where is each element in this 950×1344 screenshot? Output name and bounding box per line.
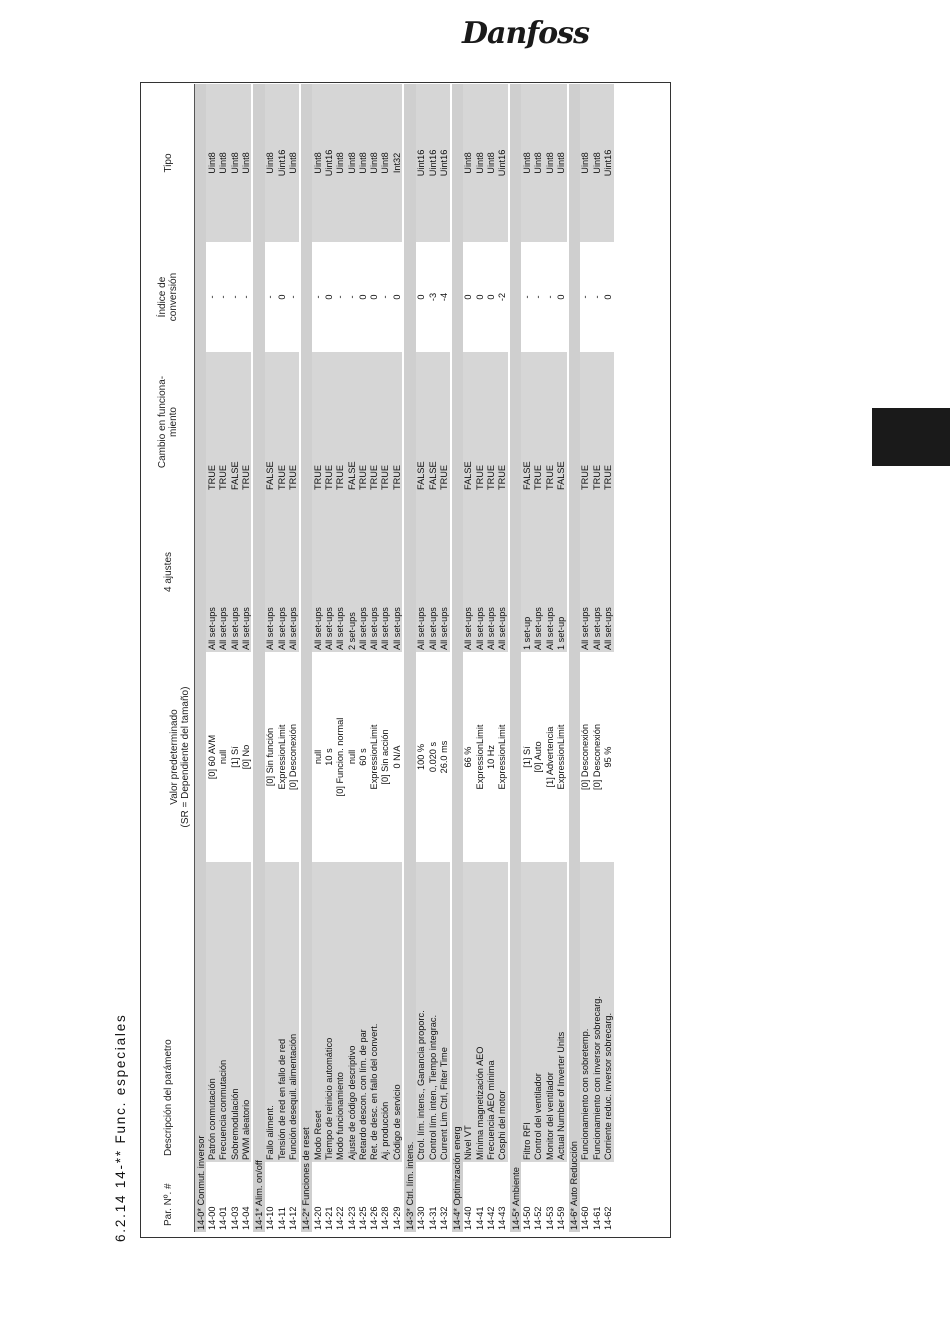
header-conversion-index: Índice de conversión [157, 272, 179, 322]
param-number: 14-42 [486, 1206, 497, 1230]
setups: 2 set-ups [346, 492, 357, 652]
group-title: 14-6* Auto Reducción [569, 84, 580, 1232]
param-description: Filtro RFI [521, 862, 532, 1162]
conversion-index: - [229, 295, 240, 299]
group-title: 14-4* Optimización energ [452, 84, 463, 1232]
setups: All set-ups [323, 492, 334, 652]
conversion-index: 0 [276, 294, 287, 300]
setups: 1 set-up [521, 492, 532, 652]
default-value: [0] Auto [533, 741, 544, 773]
default-value: [0] No [240, 744, 251, 770]
table-row [391, 84, 402, 1232]
change-in-operation: FALSE [265, 352, 276, 492]
param-number: 14-29 [391, 1206, 402, 1230]
param-description: Control lím. inten., Tiempo integrac. [427, 862, 438, 1162]
default-value: ExpressionLimit [276, 724, 287, 790]
change-in-operation: TRUE [380, 352, 391, 492]
conversion-index: - [591, 295, 602, 299]
conversion-index: - [218, 295, 229, 299]
conversion-index: 0 [416, 294, 427, 300]
setups: All set-ups [276, 492, 287, 652]
param-description: PWM aleatorio [240, 862, 251, 1162]
conversion-index: - [346, 295, 357, 299]
parameter-table-body [195, 84, 614, 1232]
change-in-operation: TRUE [357, 352, 368, 492]
data-type: Uint8 [580, 84, 591, 242]
conversion-index: 0 [323, 294, 334, 300]
conversion-index: 0 [357, 294, 368, 300]
setups: All set-ups [335, 492, 346, 652]
data-type: Uint8 [357, 84, 368, 242]
param-description: Monitor del ventilador [544, 862, 555, 1162]
change-in-operation: FALSE [463, 352, 474, 492]
param-number: 14-21 [323, 1206, 334, 1230]
param-description: Nivel VT [463, 862, 474, 1162]
default-value: [0] Funcion. normal [335, 717, 346, 797]
conversion-index: - [544, 295, 555, 299]
param-description: Sobremodulación [229, 862, 240, 1162]
param-description: Frecuencia AEO mínima [485, 862, 496, 1162]
change-in-operation: TRUE [218, 352, 229, 492]
setups: All set-ups [602, 492, 613, 652]
param-description: Actual Number of Inverter Units [555, 862, 566, 1162]
data-type: Uint16 [438, 84, 449, 242]
table-row [580, 84, 591, 1232]
param-number: 14-43 [497, 1206, 508, 1230]
table-row [591, 84, 602, 1232]
change-in-operation: TRUE [287, 352, 298, 492]
setups: All set-ups [312, 492, 323, 652]
table-row [544, 84, 555, 1232]
default-value: [1] Advertencia [544, 726, 555, 788]
table-row [240, 84, 251, 1232]
table-row [521, 84, 532, 1232]
default-value: 10 Hz [486, 745, 497, 770]
change-in-operation: TRUE [602, 352, 613, 492]
default-value: [0] 60 AVM [206, 734, 217, 780]
setups: All set-ups [218, 492, 229, 652]
change-in-operation: TRUE [591, 352, 602, 492]
default-value: ExpressionLimit [369, 724, 380, 790]
change-in-operation: FALSE [416, 352, 427, 492]
conversion-index: - [288, 295, 299, 299]
group-title: 14-1* Alim. on/off [253, 84, 264, 1232]
param-number: 14-31 [427, 1206, 438, 1230]
setups: All set-ups [533, 492, 544, 652]
change-in-operation: TRUE [580, 352, 591, 492]
setups: All set-ups [580, 492, 591, 652]
setups: All set-ups [474, 492, 485, 652]
default-value: 26.0 ms [438, 740, 449, 774]
setups: All set-ups [416, 492, 427, 652]
default-value: [1] Sí [521, 746, 532, 768]
data-type: Uint8 [485, 84, 496, 242]
group-title: 14-2* Funciones de reset [301, 84, 312, 1232]
param-description: Cosphi del motor [497, 862, 508, 1162]
setups: All set-ups [427, 492, 438, 652]
change-in-operation: TRUE [533, 352, 544, 492]
param-number: 14-11 [276, 1207, 287, 1230]
param-number: 14-04 [240, 1206, 251, 1230]
data-type: Uint8 [312, 84, 323, 242]
data-type: Uint8 [474, 84, 485, 242]
param-description: Funcionamiento con sobretemp. [580, 862, 591, 1162]
param-number: 14-23 [346, 1206, 357, 1230]
header-default-value: Valor predeterminado (SR = Dependiente del tamaño) [169, 686, 191, 828]
table-row [533, 84, 544, 1232]
param-description: Modo Reset [312, 862, 323, 1162]
param-description: Mínima magnetización AEO [474, 862, 485, 1162]
param-description: Modo funcionamiento [335, 862, 346, 1162]
conversion-index: -2 [497, 292, 508, 302]
param-number: 14-61 [591, 1206, 602, 1230]
param-number: 14-03 [229, 1206, 240, 1230]
table-row [474, 84, 485, 1232]
table-row [368, 84, 379, 1232]
table-row [312, 84, 323, 1232]
data-type: Uint8 [218, 84, 229, 242]
table-row [206, 84, 217, 1232]
conversion-index: 0 [486, 294, 497, 300]
conversion-index: 0 [391, 294, 402, 300]
table-row [346, 84, 357, 1232]
param-number: 14-01 [218, 1206, 229, 1230]
param-description: Retardo descon. con lím. de par [357, 862, 368, 1162]
group-header-row [569, 84, 580, 1232]
parameter-table-rotated [142, 84, 668, 1232]
table-header [142, 84, 194, 1232]
data-type: Uint16 [427, 84, 438, 242]
data-type: Int32 [391, 84, 402, 242]
table-row [229, 84, 240, 1232]
default-value: 95 % [603, 746, 614, 768]
change-in-operation: TRUE [544, 352, 555, 492]
param-description: Ajuste de código descriptivo [346, 862, 357, 1162]
data-type: Uint16 [416, 84, 427, 242]
data-type: Uint8 [346, 84, 357, 242]
conversion-index: - [335, 295, 346, 299]
param-description: Ret. de desc. en fallo del convert. [368, 862, 379, 1162]
default-value: 10 s [323, 748, 334, 766]
table-row [602, 84, 613, 1232]
conversion-index: 0 [603, 294, 614, 300]
group-header-row [404, 84, 415, 1232]
data-type: Uint8 [229, 84, 240, 242]
default-value: [0] Sin función [265, 727, 276, 787]
data-type: Uint8 [206, 84, 217, 242]
setups: All set-ups [463, 492, 474, 652]
setups: All set-ups [229, 492, 240, 652]
default-value: [1] Sí [229, 746, 240, 768]
table-row [218, 84, 229, 1232]
table-row [335, 84, 346, 1232]
conversion-index: 0 [369, 294, 380, 300]
data-type: Uint8 [591, 84, 602, 242]
data-type: Uint16 [323, 84, 334, 242]
param-number: 14-40 [463, 1206, 474, 1230]
default-value: ExpressionLimit [474, 724, 485, 790]
data-type: Uint8 [380, 84, 391, 242]
change-in-operation: TRUE [497, 352, 508, 492]
change-in-operation: TRUE [206, 352, 217, 492]
conversion-index: - [380, 295, 391, 299]
conversion-index: - [206, 295, 217, 299]
table-row [416, 84, 427, 1232]
table-row [357, 84, 368, 1232]
default-value: [0] Desconexión [288, 724, 299, 790]
header-4-setups: 4 ajustes [162, 551, 174, 593]
default-value: ExpressionLimit [497, 724, 508, 790]
param-description: Ctrol. lím. intens., Ganancia proporc. [416, 862, 427, 1162]
data-type: Uint8 [368, 84, 379, 242]
setups: All set-ups [368, 492, 379, 652]
param-number: 14-12 [288, 1206, 299, 1230]
default-value: 100 % [416, 743, 427, 771]
conversion-index: - [265, 295, 276, 299]
setups: 1 set-up [555, 492, 566, 652]
conversion-index: -3 [427, 292, 438, 302]
change-in-operation: FALSE [555, 352, 566, 492]
change-in-operation: FALSE [427, 352, 438, 492]
group-header-row [253, 84, 264, 1232]
param-description: Tiempo de reinicio automático [323, 862, 334, 1162]
table-row [463, 84, 474, 1232]
setups: All set-ups [591, 492, 602, 652]
default-value: 66 % [463, 746, 474, 768]
default-value: ExpressionLimit [555, 724, 566, 790]
change-in-operation: TRUE [438, 352, 449, 492]
setups: All set-ups [380, 492, 391, 652]
parameter-table [195, 84, 614, 1232]
data-type: Uint8 [287, 84, 298, 242]
chapter-tab-marker [872, 408, 950, 466]
param-description: Frecuencia conmutación [218, 862, 229, 1162]
table-row [485, 84, 496, 1232]
param-number: 14-50 [521, 1206, 532, 1230]
change-in-operation: TRUE [240, 352, 251, 492]
param-number: 14-25 [357, 1206, 368, 1230]
conversion-index: - [312, 295, 323, 299]
param-description: Tensión de red en fallo de red [276, 862, 287, 1162]
default-value: 0.020 s [427, 741, 438, 773]
conversion-index: - [521, 295, 532, 299]
data-type: Uint8 [533, 84, 544, 242]
param-number: 14-53 [544, 1206, 555, 1230]
setups: All set-ups [485, 492, 496, 652]
change-in-operation: TRUE [474, 352, 485, 492]
param-number: 14-52 [533, 1206, 544, 1230]
setups: All set-ups [206, 492, 217, 652]
table-row [555, 84, 566, 1232]
default-value: 0 N/A [391, 745, 402, 769]
param-number: 14-20 [312, 1206, 323, 1230]
table-row [287, 84, 298, 1232]
table-row [276, 84, 287, 1232]
default-value: [0] Desconexión [591, 724, 602, 790]
default-value: [0] Desconexión [580, 724, 591, 790]
header-description: Descripción del parámetro [162, 1039, 174, 1156]
default-value: null [218, 749, 229, 765]
change-in-operation: FALSE [229, 352, 240, 492]
param-number: 14-28 [380, 1206, 391, 1230]
param-number: 14-41 [474, 1206, 485, 1230]
change-in-operation: TRUE [312, 352, 323, 492]
group-title: 14-5* Ambiente [510, 84, 521, 1232]
data-type: Uint8 [555, 84, 566, 242]
param-number: 14-26 [369, 1206, 380, 1230]
header-type: Tipo [162, 153, 174, 173]
section-heading: 6.2.14 14-** Func. especiales [113, 1013, 128, 1242]
change-in-operation: TRUE [485, 352, 496, 492]
data-type: Uint16 [602, 84, 613, 242]
group-title: 14-3* Ctrl. lím. intens. [404, 84, 415, 1232]
header-change-during-operation: Cambio en funciona- miento [157, 375, 179, 469]
group-header-row [301, 84, 312, 1232]
setups: All set-ups [391, 492, 402, 652]
group-header-row [452, 84, 463, 1232]
conversion-index: - [580, 295, 591, 299]
param-description: Fallo aliment. [265, 862, 276, 1162]
conversion-index: - [240, 295, 251, 299]
table-row [265, 84, 276, 1232]
param-description: Funcionamiento con inversor sobrecarg. [591, 862, 602, 1162]
param-number: 14-62 [603, 1206, 614, 1230]
param-description: Current Lim Ctrl, Filter Time [438, 862, 449, 1162]
setups: All set-ups [438, 492, 449, 652]
param-description: Aj. producción [380, 862, 391, 1162]
data-type: Uint8 [335, 84, 346, 242]
param-description: Patrón conmutación [206, 862, 217, 1162]
change-in-operation: FALSE [521, 352, 532, 492]
default-value: null [346, 749, 357, 765]
data-type: Uint16 [276, 84, 287, 242]
table-row [380, 84, 391, 1232]
param-number: 14-10 [265, 1206, 276, 1230]
param-number: 14-60 [580, 1206, 591, 1230]
data-type: Uint16 [497, 84, 508, 242]
default-value: [0] Sin acción [380, 729, 391, 785]
param-number: 14-22 [335, 1206, 346, 1230]
data-type: Uint8 [544, 84, 555, 242]
change-in-operation: TRUE [335, 352, 346, 492]
conversion-index: -4 [438, 292, 449, 302]
setups: All set-ups [357, 492, 368, 652]
group-header-row [195, 84, 206, 1232]
conversion-index: 0 [474, 294, 485, 300]
change-in-operation: TRUE [276, 352, 287, 492]
group-title: 14-0* Conmut. inversor [195, 84, 206, 1232]
param-description: Control del ventilador [533, 862, 544, 1162]
setups: All set-ups [240, 492, 251, 652]
change-in-operation: TRUE [368, 352, 379, 492]
data-type: Uint8 [265, 84, 276, 242]
param-number: 14-32 [438, 1206, 449, 1230]
table-row [323, 84, 334, 1232]
param-number: 14-00 [206, 1206, 217, 1230]
setups: All set-ups [544, 492, 555, 652]
change-in-operation: FALSE [346, 352, 357, 492]
conversion-index: 0 [555, 294, 566, 300]
param-description: Función desequil. alimentación [287, 862, 298, 1162]
conversion-index: - [533, 295, 544, 299]
header-par-number: Par. Nº. # [162, 1183, 174, 1226]
danfoss-logo: Danfoss [462, 16, 589, 51]
change-in-operation: TRUE [323, 352, 334, 492]
param-description: Corriente reduc. inversor sobrecarg. [602, 862, 613, 1162]
param-description: Código de servicio [391, 862, 402, 1162]
default-value: 60 s [357, 748, 368, 766]
data-type: Uint8 [240, 84, 251, 242]
data-type: Uint8 [463, 84, 474, 242]
param-number: 14-30 [416, 1206, 427, 1230]
conversion-index: 0 [463, 294, 474, 300]
setups: All set-ups [287, 492, 298, 652]
param-number: 14-59 [555, 1206, 566, 1230]
setups: All set-ups [265, 492, 276, 652]
default-value: null [312, 749, 323, 765]
setups: All set-ups [497, 492, 508, 652]
data-type: Uint8 [521, 84, 532, 242]
table-row [427, 84, 438, 1232]
change-in-operation: TRUE [391, 352, 402, 492]
table-row [497, 84, 508, 1232]
table-row [438, 84, 449, 1232]
group-header-row [510, 84, 521, 1232]
